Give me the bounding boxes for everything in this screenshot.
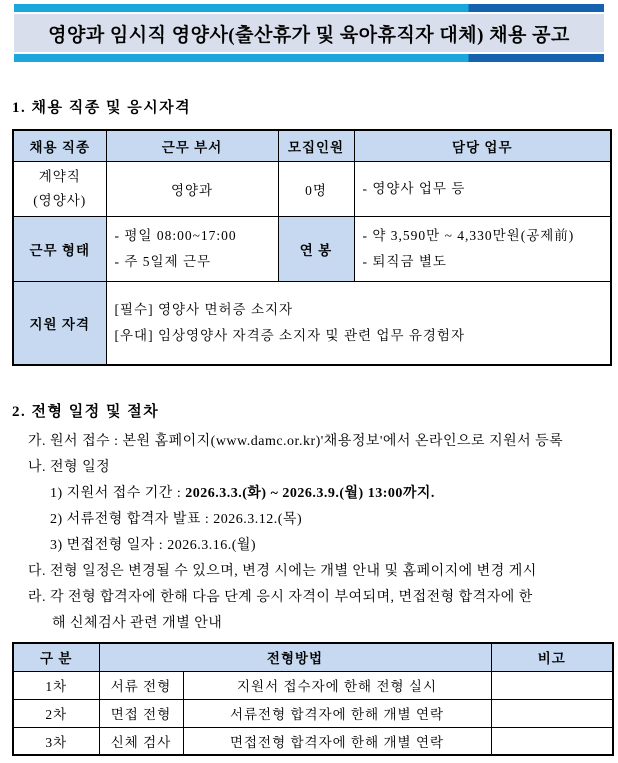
section1-heading: 1. 채용 직종 및 응시자격 xyxy=(12,100,192,116)
recruitment-table xyxy=(12,129,612,366)
job-type-line1: 계약직 xyxy=(38,168,81,184)
list-item-3: 3) 면접전형 일자 : 2026.3.16.(월) xyxy=(50,538,257,553)
application-period-label: 1) 지원서 접수 기간 : xyxy=(50,486,186,501)
qualification-line2: [우대] 임상영양사 자격증 소지자 및 관련 업무 유경험자 xyxy=(114,327,466,343)
cell-method-desc-2: 서류전형 합격자에 한해 개별 연락 xyxy=(183,699,491,727)
salary-line1: - 약 3,590만 ~ 4,330만원(공제前) xyxy=(362,227,575,243)
application-period-dates: 2026.3.3.(화) ~ 2026.3.9.(월) 13:00까지. xyxy=(185,486,435,501)
cell-job-type xyxy=(13,161,106,216)
cell-stage-1: 1차 xyxy=(13,671,99,699)
header-department: 근무 부서 xyxy=(106,130,278,161)
section2-heading: 2. 전형 일정 및 절차 xyxy=(12,404,160,420)
table-row xyxy=(13,281,611,365)
cell-duties xyxy=(354,161,611,216)
document-page xyxy=(0,4,618,763)
process-table xyxy=(12,642,614,756)
duties-text: - 영양사 업무 등 xyxy=(362,180,466,196)
cell-method-name-2: 면접 전형 xyxy=(99,699,183,727)
banner-bottom-strip xyxy=(14,54,604,62)
list-item-1 xyxy=(12,481,618,507)
cell-method-name-1: 서류 전형 xyxy=(99,671,183,699)
recruitment-table-header-row xyxy=(13,130,611,161)
job-type-line2: (영양사) xyxy=(33,192,87,208)
cell-qualification xyxy=(106,281,611,365)
work-line1: - 평일 08:00~17:00 xyxy=(114,227,237,243)
cell-method-name-3: 신체 검사 xyxy=(99,727,183,755)
cell-note-1 xyxy=(491,671,613,699)
list-item-da: 다. 전형 일정은 변경될 수 있으며, 변경 시에는 개별 안내 및 홈페이지에 변경 게시 xyxy=(28,564,537,579)
banner-top-strip xyxy=(14,4,604,12)
list-item-na: 나. 전형 일정 xyxy=(28,460,111,475)
process-table-header-row xyxy=(13,643,613,671)
cell-stage-2: 2차 xyxy=(13,699,99,727)
header-note: 비고 xyxy=(491,643,613,671)
header-method: 전형방법 xyxy=(99,643,491,671)
header-headcount: 모집인원 xyxy=(278,130,354,161)
work-line2: - 주 5일제 근무 xyxy=(114,253,212,269)
table-row xyxy=(13,699,613,727)
cell-department: 영양과 xyxy=(106,161,278,216)
cell-headcount: 0명 xyxy=(278,161,354,216)
list-item-ga: 가. 원서 접수 : 본원 홈페이지(www.damc.or.kr)'채용정보'에서 온라인으로 지원서 등록 xyxy=(28,434,564,449)
cell-stage-3: 3차 xyxy=(13,727,99,755)
label-work-type: 근무 형태 xyxy=(13,216,106,281)
salary-line2: - 퇴직금 별도 xyxy=(362,253,447,269)
table-row xyxy=(13,216,611,281)
header-duties: 담당 업무 xyxy=(354,130,611,161)
cell-method-desc-3: 면접전형 합격자에 한해 개별 연락 xyxy=(183,727,491,755)
cell-salary xyxy=(354,216,611,281)
table-row xyxy=(13,727,613,755)
list-item-ra: 라. 각 전형 합격자에 한해 다음 단계 응시 자격이 부여되며, 면접전형 합격자에 한 xyxy=(28,590,533,605)
cell-note-2 xyxy=(491,699,613,727)
schedule-list xyxy=(12,429,618,637)
document-title: 영양과 임시직 영양사(출산휴가 및 육아휴직자 대체) 채용 공고 xyxy=(14,14,604,52)
table-row xyxy=(13,161,611,216)
cell-note-3 xyxy=(491,727,613,755)
header-stage: 구 분 xyxy=(13,643,99,671)
list-item-2: 2) 서류전형 합격자 발표 : 2026.3.12.(목) xyxy=(50,512,303,527)
header-job-type: 채용 직종 xyxy=(13,130,106,161)
table-row xyxy=(13,671,613,699)
label-salary: 연 봉 xyxy=(278,216,354,281)
cell-work-type xyxy=(106,216,278,281)
title-banner xyxy=(14,4,604,62)
qualification-line1: [필수] 영양사 면허증 소지자 xyxy=(114,301,294,317)
label-qualification: 지원 자격 xyxy=(13,281,106,365)
cell-method-desc-1: 지원서 접수자에 한해 전형 실시 xyxy=(183,671,491,699)
list-item-ra-cont: 해 신체검사 관련 개별 안내 xyxy=(52,616,223,631)
